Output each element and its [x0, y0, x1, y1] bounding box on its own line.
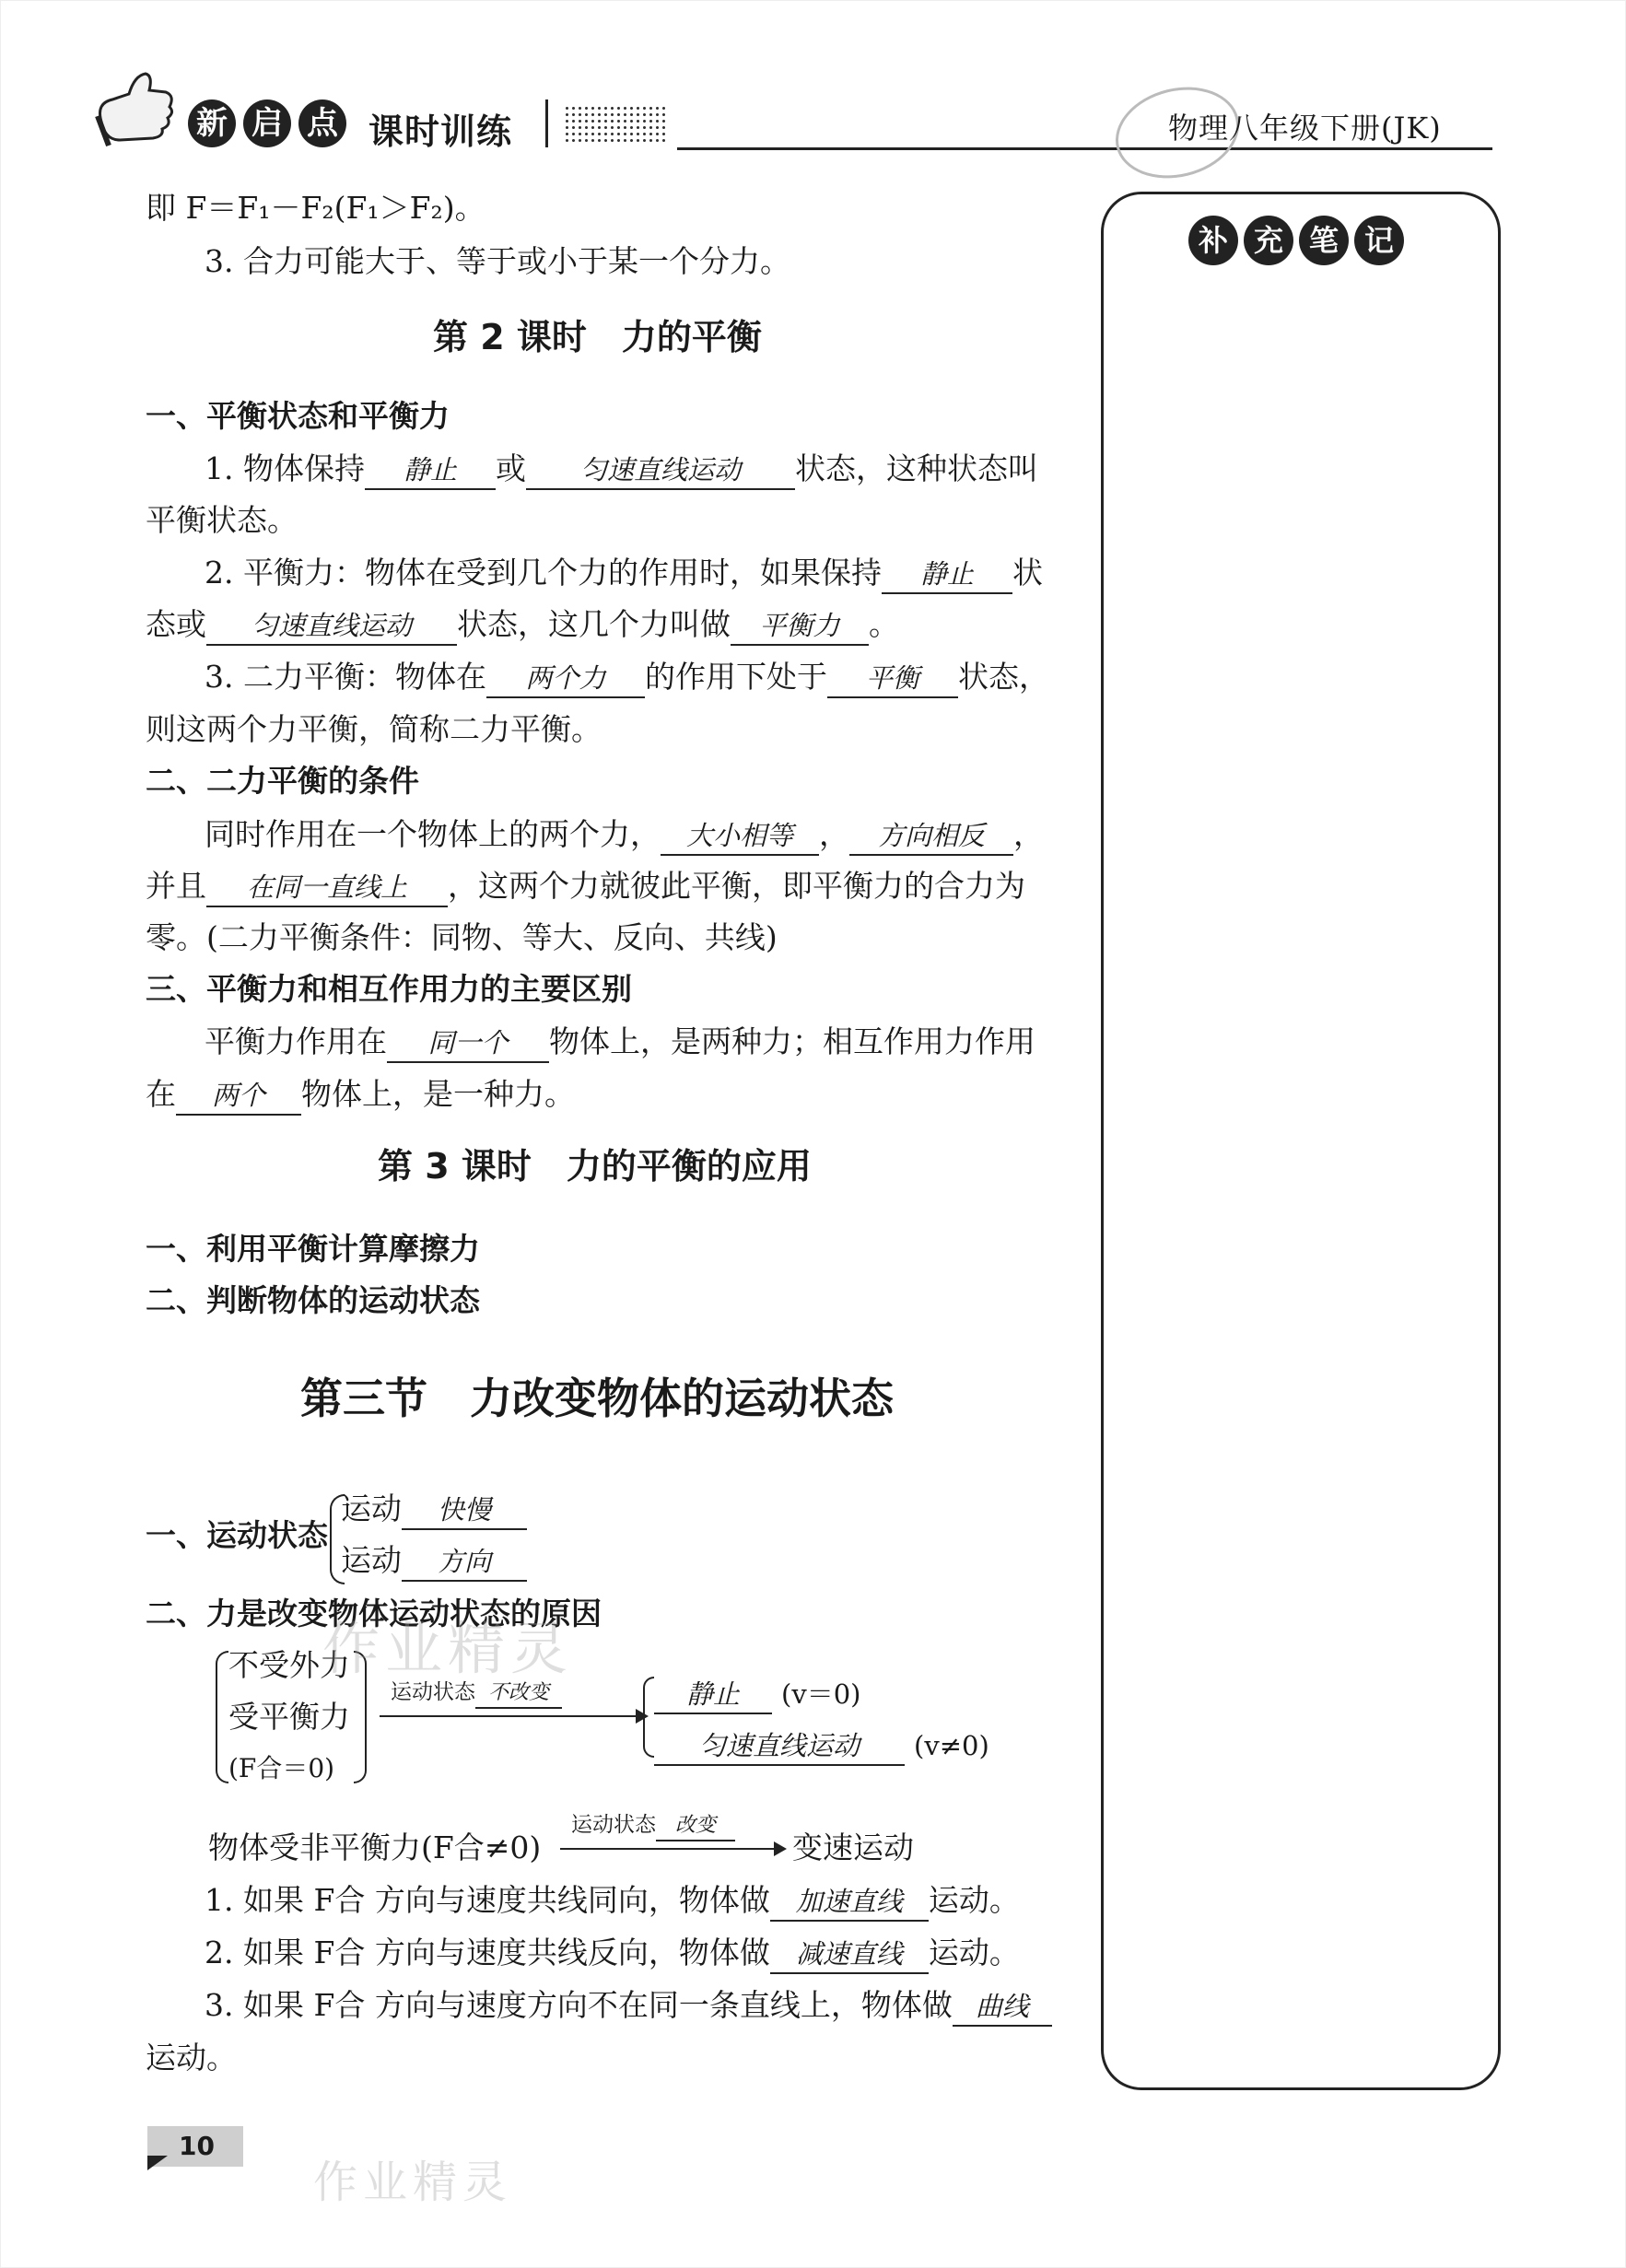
net-force-zero: (F合＝0) [228, 1753, 335, 1783]
result-rest: 静止 (v＝0) [654, 1673, 860, 1714]
lesson2-title: 第 2 课时 力的平衡 [433, 317, 762, 357]
answer-blank: 静止 [365, 451, 496, 490]
chapter-title: 第三节 力改变物体的运动状态 [300, 1374, 894, 1423]
lesson2-p1: 1. 物体保持 静止 或 匀速直线运动 状态，这种状态叫 [205, 449, 1038, 490]
lesson2-p2-cont: 态或 匀速直线运动 状态，这几个力叫做 平衡力 。 [146, 604, 899, 646]
notes-char-1: 补 [1188, 216, 1238, 265]
lesson2-cond-1: 同时作用在一个物体上的两个力， 大小相等 ， 方向相反 ， [205, 814, 1044, 856]
lesson3-section-1: 一、利用平衡计算摩擦力 [146, 1231, 480, 1267]
answer-blank: 快慢 [402, 1491, 527, 1530]
lesson3-section-2: 二、判断物体的运动状态 [146, 1282, 480, 1318]
arrow2-label: 运动状态 改变 [571, 1811, 735, 1841]
no-external-force: 不受外力 [228, 1647, 350, 1683]
lesson2-p3-cont: 则这两个力平衡，简称二力平衡。 [146, 711, 602, 747]
notes-char-2: 充 [1244, 216, 1293, 265]
lesson3-title: 第 3 课时 力的平衡的应用 [378, 1146, 812, 1187]
arrow-2 [560, 1848, 778, 1850]
series-title: 课时训练 [368, 111, 513, 152]
header-rule [677, 147, 1492, 150]
brand-char-2: 启 [243, 99, 291, 147]
answer-blank: 加速直线 [770, 1883, 929, 1922]
left-brace [216, 1651, 228, 1783]
arrow-2-head [774, 1841, 787, 1856]
answer-blank: 两个 [176, 1077, 301, 1116]
watermark: 作业精灵 [313, 2157, 513, 2208]
thumbs-up-icon [92, 66, 177, 147]
notes-char-4: 记 [1354, 216, 1404, 265]
brand-char-1: 新 [188, 99, 236, 147]
answer-blank: 平衡 [827, 660, 958, 698]
variable-motion: 变速运动 [792, 1830, 914, 1865]
answer-blank: 大小相等 [661, 817, 819, 856]
header-divider [545, 99, 548, 147]
case-1: 1. 如果 F合 方向与速度共线同向，物体做 加速直线 运动。 [205, 1880, 1020, 1922]
answer-blank: 改变 [656, 1812, 735, 1841]
brand-char-3: 点 [298, 99, 346, 147]
answer-blank: 方向相反 [849, 817, 1013, 856]
answer-blank: 方向 [402, 1543, 527, 1582]
unbalanced-force: 物体受非平衡力(F合≠0) [208, 1830, 542, 1865]
lesson2-p2: 2. 平衡力：物体在受到几个力的作用时，如果保持 静止 状 [205, 553, 1043, 594]
notes-char-3: 笔 [1299, 216, 1349, 265]
lesson2-p3: 3. 二力平衡：物体在 两个力 的作用下处于 平衡 状态， [205, 657, 1049, 698]
page-number-tab [147, 2156, 168, 2170]
result-uniform: 匀速直线运动 (v≠0) [654, 1724, 989, 1766]
motion-state-label: 一、运动状态 [146, 1517, 328, 1553]
watermark: 作业精灵 [322, 1615, 574, 1682]
balanced-force: 受平衡力 [228, 1699, 350, 1735]
lesson2-diff-1: 平衡力作用在 同一个 物体上，是两种力；相互作用力作用 [205, 1022, 1035, 1063]
section3-sec-2: 二、力是改变物体运动状态的原因 [146, 1596, 602, 1631]
answer-blank: 匀速直线运动 [526, 451, 795, 490]
page-number: 10 [179, 2131, 215, 2161]
answer-blank: 不改变 [475, 1679, 562, 1709]
dot-pattern [564, 105, 665, 144]
answer-blank: 减速直线 [770, 1935, 929, 1974]
formula-line: 即 F＝F₁－F₂(F₁＞F₂)。 [146, 190, 485, 226]
arrow-1 [380, 1715, 639, 1717]
answer-blank: 两个力 [486, 660, 645, 698]
lesson2-diff-2: 在 两个 物体上，是一种力。 [146, 1074, 575, 1116]
lesson2-section-1: 一、平衡状态和平衡力 [146, 398, 450, 434]
book-title: 物理八年级下册(JK) [1168, 111, 1442, 146]
answer-blank: 同一个 [387, 1024, 549, 1063]
answer-blank: 曲线 [953, 1988, 1052, 2027]
case-3: 3. 如果 F合 方向与速度方向不在同一条直线上，物体做 曲线 [205, 1985, 1052, 2027]
lesson2-p1-cont: 平衡状态。 [146, 502, 298, 538]
arrow1-label: 运动状态 不改变 [391, 1678, 562, 1709]
resultant-note: 3. 合力可能大于、等于或小于某一个分力。 [205, 243, 790, 279]
case-3-cont: 运动。 [146, 2040, 237, 2075]
lesson2-cond-3: 零。(二力平衡条件：同物、等大、反向、共线) [146, 919, 778, 955]
answer-blank: 静止 [882, 555, 1012, 594]
answer-blank: 静止 [654, 1676, 772, 1714]
case-2: 2. 如果 F合 方向与速度共线反向，物体做 减速直线 运动。 [205, 1933, 1020, 1974]
lesson2-section-3: 三、平衡力和相互作用力的主要区别 [146, 971, 632, 1007]
lesson2-section-2: 二、二力平衡的条件 [146, 763, 419, 799]
lesson2-cond-2: 并且 在同一直线上 ，这两个力就彼此平衡，即平衡力的合力为 [146, 866, 1025, 907]
notes-panel [1101, 192, 1501, 2090]
result-brace [643, 1677, 654, 1758]
answer-blank: 匀速直线运动 [654, 1727, 905, 1766]
motion-speed: 运动 快慢 [341, 1489, 527, 1530]
answer-blank: 在同一直线上 [206, 869, 448, 907]
motion-direction: 运动 方向 [341, 1540, 527, 1582]
answer-blank: 平衡力 [731, 607, 869, 646]
answer-blank: 匀速直线运动 [206, 607, 457, 646]
